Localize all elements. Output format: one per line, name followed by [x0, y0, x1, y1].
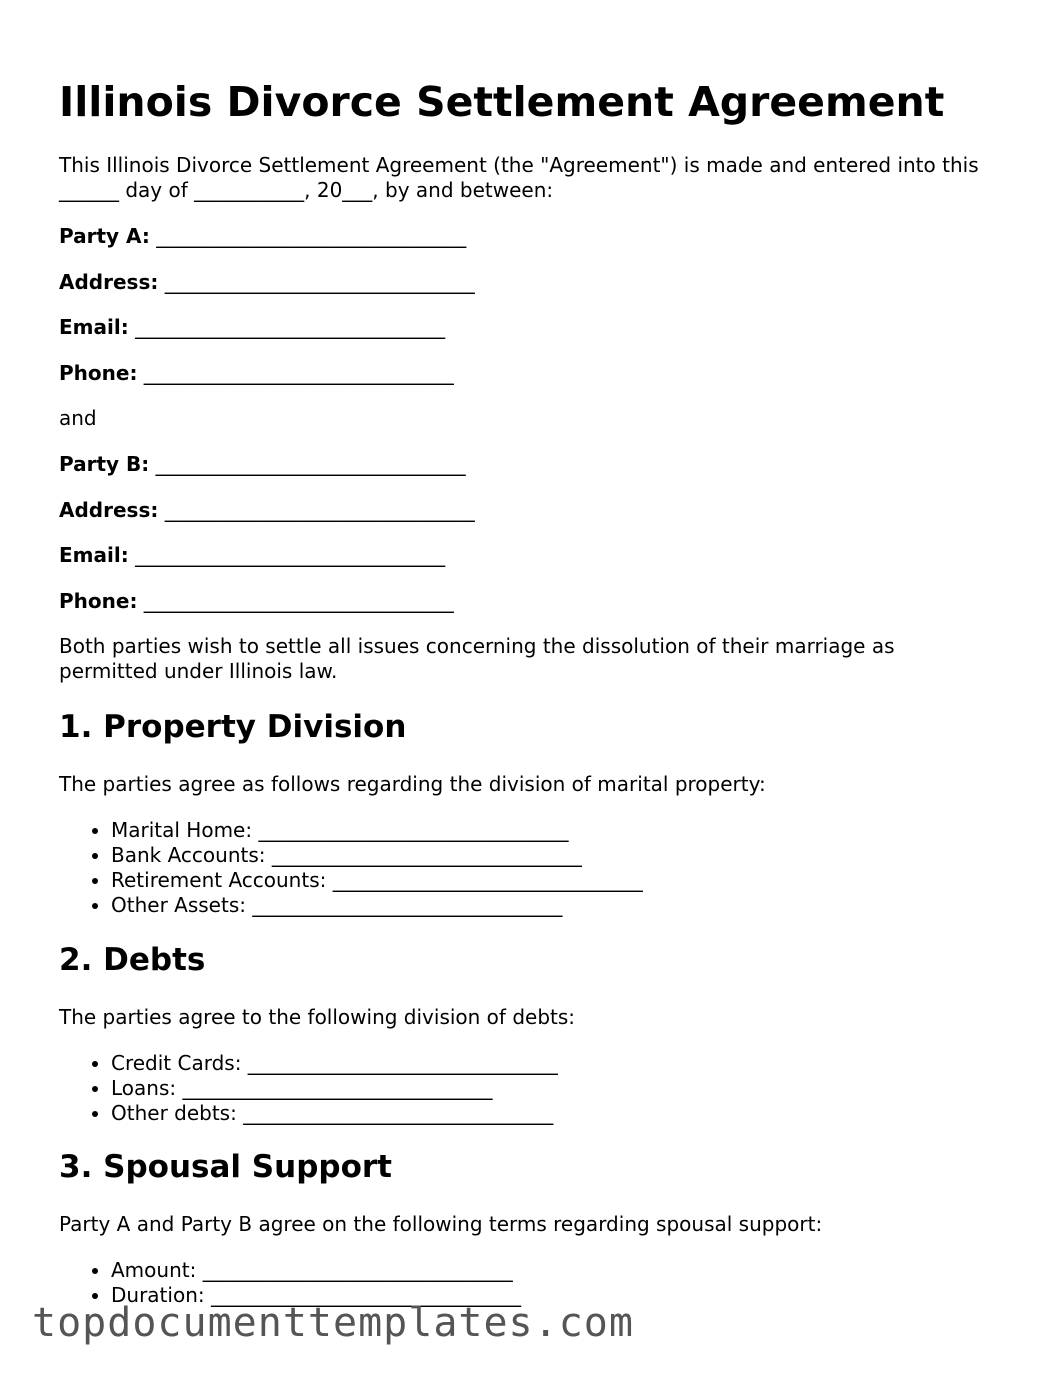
purpose-paragraph: Both parties wish to settle all issues concerning the dissolution of their marriage as permitted under Illinois law.	[59, 634, 895, 683]
party-a-name-blank: _______________________________	[156, 224, 467, 248]
list-item: • Loans: _______________________________	[111, 1076, 558, 1101]
party-b-phone-blank: _______________________________	[143, 589, 454, 613]
party-a-email-field	[59, 315, 445, 340]
debts-list	[59, 1051, 558, 1126]
section-3-intro: Party A and Party B agree on the following terms regarding spousal support:	[59, 1212, 823, 1236]
party-a-address-blank: _______________________________	[164, 270, 475, 294]
party-a-phone-label: Phone:	[59, 361, 138, 385]
list-item: • Duration: _______________________________	[111, 1283, 521, 1308]
party-b-name-field	[59, 452, 466, 477]
party-a-address-label: Address:	[59, 270, 159, 294]
party-a-name-field	[59, 224, 466, 249]
section-1-intro: The parties agree as follows regarding the division of marital property:	[59, 772, 766, 796]
party-b-address-field	[59, 498, 475, 523]
property-list	[59, 818, 643, 918]
party-b-name-label: Party B:	[59, 452, 150, 476]
list-item: • Marital Home: _______________________________	[111, 818, 643, 843]
list-item: • Amount: _______________________________	[111, 1258, 521, 1283]
document-title: Illinois Divorce Settlement Agreement	[59, 78, 945, 126]
watermark: topdocumenttemplates.com	[32, 1300, 634, 1346]
intro-paragraph: This Illinois Divorce Settlement Agreement (the "Agreement") is made and entered into this ______ day of ___________, 20___, by and between:	[59, 153, 979, 202]
party-b-phone-field	[59, 589, 454, 614]
party-a-address-field	[59, 270, 475, 295]
section-2-heading: 2. Debts	[59, 942, 206, 978]
party-a-email-label: Email:	[59, 315, 129, 339]
party-b-name-blank: _______________________________	[155, 452, 466, 476]
list-item: • Other debts: _______________________________	[111, 1101, 558, 1126]
section-2-intro: The parties agree to the following division of debts:	[59, 1005, 576, 1029]
party-b-phone-label: Phone:	[59, 589, 138, 613]
list-item: • Other Assets: _______________________________	[111, 893, 643, 918]
party-a-phone-field	[59, 361, 454, 386]
party-b-address-label: Address:	[59, 498, 159, 522]
party-b-email-field	[59, 543, 445, 568]
party-a-email-blank: _______________________________	[135, 315, 446, 339]
list-item: • Retirement Accounts: _______________________________	[111, 868, 643, 893]
list-item: • Credit Cards: _______________________________	[111, 1051, 558, 1076]
and-text: and	[59, 406, 97, 430]
party-b-email-label: Email:	[59, 543, 129, 567]
section-3-heading: 3. Spousal Support	[59, 1149, 392, 1185]
section-1-heading: 1. Property Division	[59, 709, 407, 745]
party-b-address-blank: _______________________________	[164, 498, 475, 522]
party-a-name-label: Party A:	[59, 224, 150, 248]
party-b-email-blank: _______________________________	[135, 543, 446, 567]
list-item: • Bank Accounts: _______________________________	[111, 843, 643, 868]
party-a-phone-blank: _______________________________	[143, 361, 454, 385]
